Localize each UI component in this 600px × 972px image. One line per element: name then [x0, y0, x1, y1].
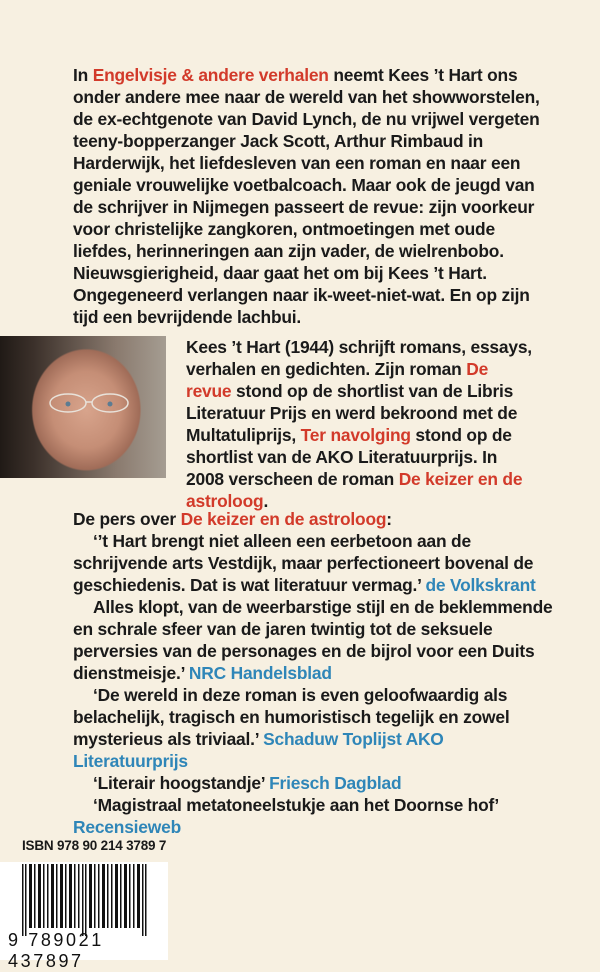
barcode [0, 862, 168, 971]
press-reviews [73, 508, 553, 838]
press-quote [73, 596, 553, 684]
bio-text-2: stond op de shortlist van de Libris Literatuur Prijs en werd bekroond met de Multatuliprijs, [186, 381, 518, 445]
author-bio [186, 336, 536, 512]
quote-source: Recensieweb [73, 817, 181, 837]
quote-text: ‘’t Hart brengt niet alleen een eerbetoon aan de schrijvende arts Vestdijk, maar perfectioneert bovenal de geschiedenis. Dat is wat literatuur vermag.’ [73, 531, 534, 595]
author-photo [0, 336, 166, 478]
bio-text-3: stond op de shortlist van de AKO Literatuurprijs. In 2008 verscheen de roman [186, 425, 512, 489]
book-title-de-keizer: De keizer en de astroloog [186, 469, 523, 511]
glasses-detail [44, 392, 144, 414]
blurb-intro: In [73, 65, 93, 85]
isbn-label: ISBN 978 90 214 3789 7 [22, 838, 167, 853]
bio-text-4: . [263, 491, 269, 511]
quote-text: ‘Magistraal metatoneelstukje aan het Doornse hof’ [93, 795, 499, 815]
press-heading-title: De keizer en de astroloog [180, 509, 387, 529]
press-quote [73, 684, 553, 772]
press-quote [73, 772, 553, 794]
quote-source: de Volkskrant [425, 575, 536, 595]
quote-text: ‘Literair hoogstandje’ [93, 773, 270, 793]
press-quote [73, 530, 553, 596]
quote-text: Alles klopt, van de weerbarstige stijl en de beklemmende en schrale sfeer van de jaren twintig tot de seksuele perversies van de personages en de bijrol voor een Duits dienstmeisje.’ [73, 597, 553, 683]
book-title-de-revue: De revue [186, 359, 489, 401]
press-heading-suffix: : [386, 509, 392, 529]
press-quote [73, 794, 553, 838]
quote-text: ‘De wereld in deze roman is even geloofwaardig als belachelijk, tragisch en humoristisch tegelijk en zowel mysterieus als triviaal.’ [73, 685, 510, 749]
book-title-engelvisje: Engelvisje & andere verhalen [92, 65, 329, 85]
barcode-bars-icon [8, 864, 164, 936]
quote-source: Friesch Dagblad [269, 773, 402, 793]
blurb-paragraph [73, 64, 543, 328]
press-heading-prefix: De pers over [73, 509, 181, 529]
bio-text-1: Kees ’t Hart (1944) schrijft romans, essays, verhalen en gedichten. Zijn roman [186, 337, 532, 379]
barcode-digits: 9 789021 437897 [8, 930, 104, 971]
press-heading [73, 508, 553, 530]
blurb-text: neemt Kees ’t Hart ons onder andere mee naar de wereld van het showworstelen, de ex-echtgenote van David Lynch, de nu vrijwel vergeten teeny-bopperzanger Jack Scott, Arthur Rimbaud in Harderwijk, het liefdesleven van een roman en naar een geniale vrouwelijke voetbalcoach. Maar ook de jeugd van de schrijver in Nijmegen passeert de revue: zijn voorkeur voor christelijke zangkoren, ontmoetingen met oude liefdes, herinneringen aan zijn vader, de wielrenbobo. Nieuwsgierigheid, daar gaat het om bij Kees ’t Hart. Ongegeneerd verlangen naar ik-weet-niet-wat. En op zijn tijd een bevrijdende lachbui. [73, 65, 540, 327]
book-title-ter-navolging: Ter navolging [300, 425, 411, 445]
quote-source: Schaduw Toplijst AKO Literatuurprijs [73, 729, 444, 771]
quote-source: NRC Handelsblad [188, 663, 332, 683]
